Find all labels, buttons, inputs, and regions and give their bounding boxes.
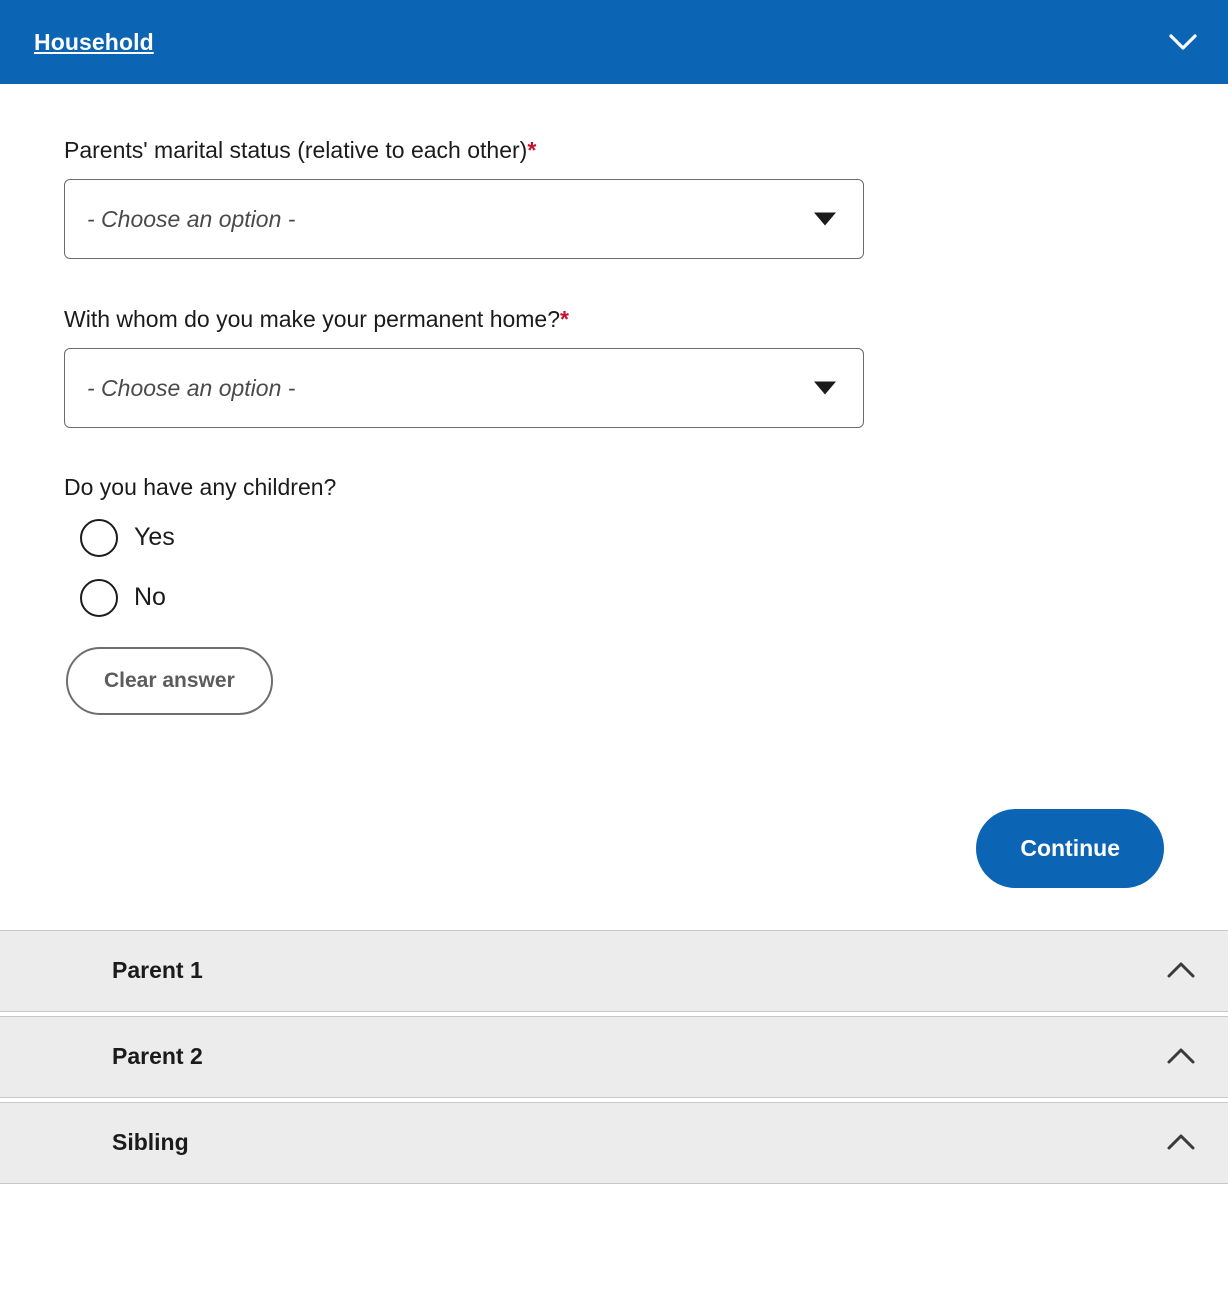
radio-option-no[interactable] [64,579,1164,617]
marital-status-select[interactable] [64,179,864,259]
form-body [0,84,1228,715]
marital-status-label [64,136,1164,165]
radio-label-no: No [134,583,166,611]
clear-answer-button[interactable]: Clear answer [66,647,273,715]
accordion-title: Parent 1 [112,957,203,983]
accordion-parent-1[interactable] [0,930,1228,1012]
radio-label-yes: Yes [134,523,175,551]
accordion-title: Parent 2 [112,1043,203,1069]
chevron-up-icon[interactable] [1164,1126,1198,1160]
field-marital-status [64,136,1164,259]
continue-row [0,761,1228,930]
chevron-up-icon[interactable] [1164,954,1198,988]
accordion-parent-2[interactable] [0,1016,1228,1098]
field-children [64,474,1164,715]
marital-status-label-text: Parents' marital status (relative to each other) [64,137,528,163]
radio-option-yes[interactable] [64,519,1164,557]
accordion-sibling[interactable] [0,1102,1228,1184]
radio-circle-icon[interactable] [80,579,118,617]
permanent-home-label-text: With whom do you make your permanent home? [64,305,561,332]
section-title: Household [34,28,154,55]
continue-button[interactable]: Continue [976,809,1164,888]
field-permanent-home [64,305,1164,428]
household-section-header[interactable] [0,0,1228,84]
children-question-label: Do you have any children? [64,473,337,500]
accordion-title: Sibling [112,1129,189,1155]
radio-circle-icon[interactable] [80,519,118,557]
marital-status-select-wrap [64,179,864,259]
permanent-home-select[interactable] [64,348,864,428]
permanent-home-label [64,305,1164,334]
chevron-down-icon[interactable] [1166,25,1200,59]
required-asterisk: * [527,137,537,163]
permanent-home-select-wrap [64,348,864,428]
required-asterisk: * [560,305,569,332]
chevron-up-icon[interactable] [1164,1040,1198,1074]
